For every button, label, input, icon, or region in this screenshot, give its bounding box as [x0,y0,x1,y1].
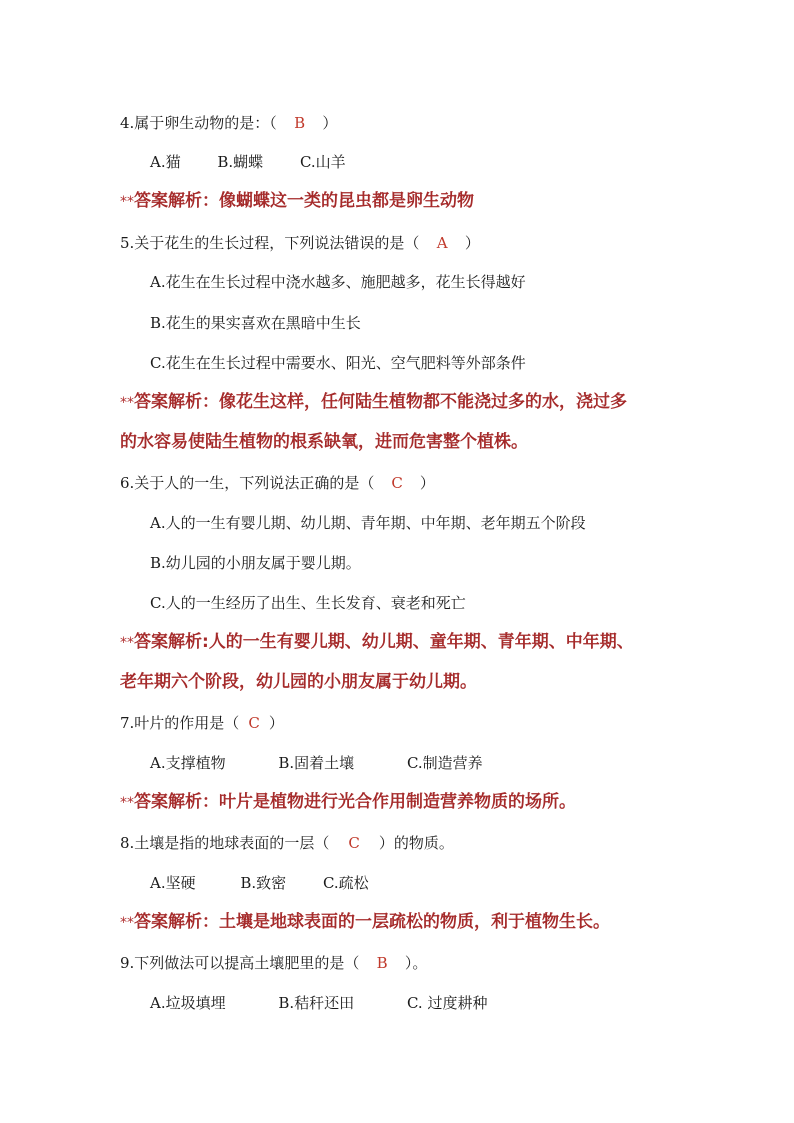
question-stem-text: 6.关于人的一生，下列说法正确的是（ [120,474,375,492]
question-stem-text: 4.属于卵生动物的是：（ [120,114,277,132]
answer-letter: C [391,474,403,492]
question-8-stem [120,833,454,853]
question-5-stem [120,233,480,253]
question-stem-text: ） [268,714,284,732]
answer-letter: C [248,714,260,732]
question-stem-text: ） [322,114,338,132]
question-5-option-c [150,353,526,373]
option-a: A.人的一生有婴儿期、幼儿期、青年期、中年期、老年期五个阶段 [150,514,586,532]
question-5-option-b [150,313,361,333]
question-stem-text: 5.关于花生的生长过程，下列说法错误的是（ [120,234,420,252]
question-4-options [150,152,346,172]
answer-letter: C [348,834,360,852]
explanation-marker: ** [120,395,134,411]
question-6-option-a [150,513,586,533]
question-6-explanation-line-2 [120,670,477,694]
question-4-stem [120,113,337,133]
explanation-text: 的水容易使陆生植物的根系缺氧，进而危害整个植株。 [120,432,528,452]
question-7-explanation [120,790,576,815]
question-9-stem [120,953,427,973]
option-b: B.致密 [240,874,287,892]
question-7-stem [120,713,284,733]
explanation-text: 老年期六个阶段，幼儿园的小朋友属于幼儿期。 [120,672,477,692]
option-a: A.坚硬 [150,874,196,892]
explanation-text: 答案解析：叶片是植物进行光合作用制造营养物质的场所。 [134,792,576,812]
option-c: C.花生在生长过程中需要水、阳光、空气肥料等外部条件 [150,354,526,372]
option-b: B.花生的果实喜欢在黑暗中生长 [150,314,361,332]
option-c: C. 过度耕种 [406,994,488,1012]
option-c: C.疏松 [322,874,369,892]
option-c: C.山羊 [299,153,346,171]
answer-letter: B [294,114,306,132]
option-c: C.人的一生经历了出生、生长发育、衰老和死亡 [150,594,466,612]
question-7-options [150,753,483,773]
question-stem-text: ） [464,234,480,252]
question-6-option-c [150,593,466,613]
question-6-option-b [150,553,361,573]
explanation-marker: ** [120,915,134,931]
question-stem-text: ）的物质。 [378,834,454,852]
answer-letter: A [436,234,448,252]
answer-letter: B [376,954,388,972]
option-a: A.垃圾填埋 [150,994,226,1012]
explanation-text: 答案解析：土壤是地球表面的一层疏松的物质，利于植物生长。 [134,912,610,932]
explanation-marker: ** [120,795,134,811]
explanation-marker: ** [120,194,134,210]
option-b: B.秸秆还田 [278,994,355,1012]
question-stem-text: ） [419,474,435,492]
question-4-explanation [120,189,474,214]
question-stem-text: 8.土壤是指的地球表面的一层（ [120,834,330,852]
option-b: B.蝴蝶 [217,153,264,171]
option-b: B.幼儿园的小朋友属于婴儿期。 [150,554,361,572]
explanation-text: 答案解析:人的一生有婴儿期、幼儿期、童年期、青年期、中年期、 [134,632,634,652]
explanation-text: 答案解析：像蝴蝶这一类的昆虫都是卵生动物 [134,191,474,211]
option-a: A.支撑植物 [150,754,226,772]
option-c: C.制造营养 [406,754,483,772]
option-b: B.固着土壤 [278,754,355,772]
question-stem-text: 9.下列做法可以提高土壤肥里的是（ [120,954,360,972]
question-6-explanation-line-1 [120,630,634,655]
question-stem-text: ）。 [404,954,428,972]
question-6-stem [120,473,435,493]
question-8-explanation [120,910,610,935]
option-a: A.花生在生长过程中浇水越多、施肥越多，花生长得越好 [150,273,526,291]
explanation-marker: ** [120,635,134,651]
question-5-explanation-line-1 [120,390,627,415]
question-5-option-a [150,272,526,292]
question-5-explanation-line-2 [120,430,528,454]
question-stem-text: 7.叶片的作用是（ [120,714,240,732]
option-a: A.猫 [150,153,181,171]
explanation-text: 答案解析：像花生这样，任何陆生植物都不能浇过多的水，浇过多 [134,392,627,412]
question-8-options [150,873,369,893]
question-9-options [150,993,487,1013]
